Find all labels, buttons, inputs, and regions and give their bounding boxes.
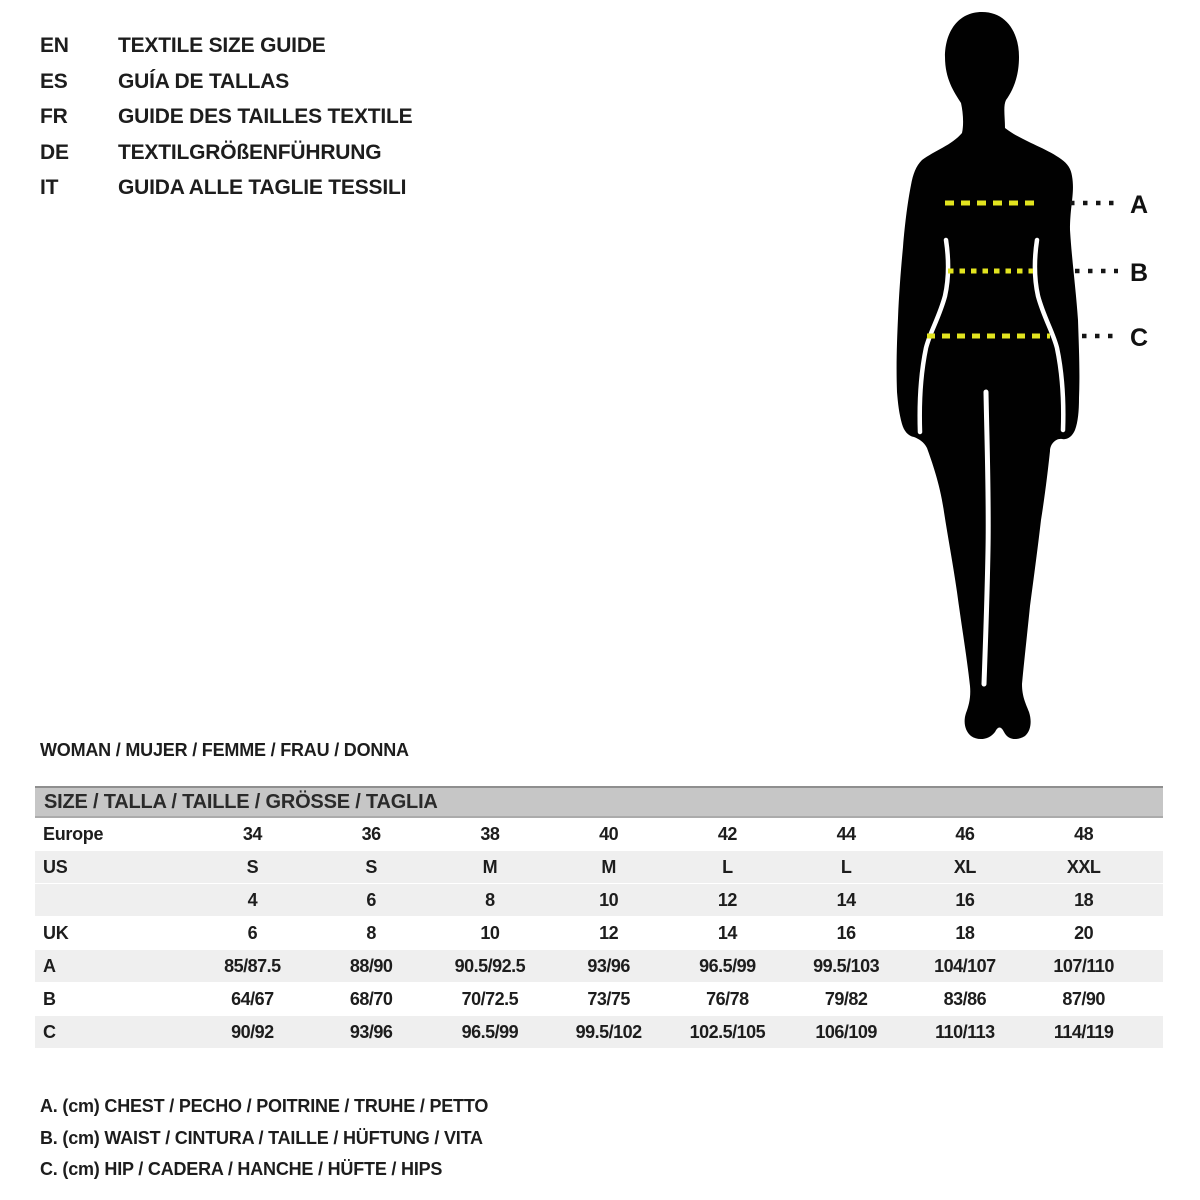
size-cell: 96.5/99 — [699, 955, 756, 976]
size-cell: 4 — [247, 889, 258, 910]
size-cell: 20 — [1074, 922, 1094, 943]
size-cell: 110/113 — [935, 1021, 995, 1042]
measurement-figure — [860, 0, 1200, 760]
section-title: WOMAN / MUJER / FEMME / FRAU / DONNA — [40, 740, 409, 760]
language-row — [40, 170, 412, 206]
size-cell: 104/107 — [934, 955, 996, 976]
language-row — [40, 99, 412, 135]
woman-silhouette-svg — [860, 0, 1200, 760]
language-code: ES — [40, 69, 68, 93]
language-code: IT — [40, 176, 59, 199]
table-row — [35, 917, 1163, 950]
size-cell: 8 — [485, 889, 495, 910]
language-row — [40, 28, 412, 64]
size-cell: 96.5/99 — [461, 1021, 519, 1042]
size-cell: 93/96 — [587, 955, 630, 976]
size-cell: 6 — [247, 922, 258, 943]
size-cell: S — [365, 856, 377, 877]
language-block — [40, 28, 412, 206]
language-row — [40, 135, 412, 171]
marker-label-hip: C — [1130, 324, 1149, 352]
size-cell: 44 — [836, 823, 856, 844]
size-cell: 88/90 — [349, 955, 393, 976]
measurement-legend — [40, 1091, 488, 1186]
size-cell: S — [246, 856, 259, 877]
legend-line: B. (cm) WAIST / CINTURA / TAILLE / HÜFTUNG / VITA — [40, 1127, 483, 1148]
size-cell: 90.5/92.5 — [454, 955, 526, 976]
row-label: US — [43, 856, 68, 877]
size-cell: 42 — [717, 823, 737, 844]
size-cell: 85/87.5 — [224, 955, 281, 976]
size-cell: 102.5/105 — [689, 1021, 766, 1042]
size-cell: 87/90 — [1062, 988, 1105, 1009]
size-cell: L — [840, 856, 852, 877]
row-label: Europe — [43, 823, 104, 844]
size-cell: XL — [953, 856, 976, 877]
size-cell: 76/78 — [706, 988, 749, 1009]
language-title: TEXTILE SIZE GUIDE — [118, 34, 326, 57]
size-cell: 70/72.5 — [461, 988, 519, 1009]
table-row — [35, 851, 1163, 884]
size-cell: 12 — [599, 922, 619, 943]
size-cell: 10 — [480, 922, 500, 943]
size-cell: 14 — [717, 922, 737, 943]
size-cell: 90/92 — [231, 1021, 274, 1042]
table-row — [35, 950, 1163, 983]
size-cell: 36 — [361, 823, 381, 844]
size-cell: M — [601, 856, 616, 877]
size-cell: 114/119 — [1053, 1021, 1114, 1042]
row-label: B — [43, 988, 56, 1009]
size-cell: 106/109 — [815, 1021, 877, 1042]
size-cell: L — [722, 856, 733, 877]
marker-label-waist: B — [1130, 259, 1149, 287]
language-code: EN — [40, 34, 69, 57]
size-cell: 73/75 — [587, 988, 630, 1009]
size-cell: 68/70 — [349, 988, 393, 1009]
size-cell: 48 — [1074, 823, 1094, 844]
size-cell: 40 — [599, 823, 619, 844]
size-cell: 83/86 — [943, 988, 987, 1009]
size-cell: 18 — [1074, 889, 1094, 910]
table-row — [35, 1016, 1163, 1049]
size-cell: 99.5/103 — [813, 955, 880, 976]
size-cell: 16 — [836, 922, 856, 943]
size-cell: 16 — [955, 889, 975, 910]
language-title: GUIDA ALLE TAGLIE TESSILI — [118, 176, 407, 199]
language-code: FR — [40, 105, 68, 128]
size-cell: 38 — [480, 823, 500, 844]
size-cell: 107/110 — [1053, 955, 1114, 976]
size-table — [35, 786, 1163, 1049]
size-cell: 10 — [599, 889, 619, 910]
marker-label-chest: A — [1130, 191, 1149, 219]
size-table-rows — [35, 818, 1163, 1049]
language-title: TEXTILGRÖßENFÜHRUNG — [118, 140, 382, 164]
size-cell: 46 — [955, 823, 975, 844]
size-cell: 18 — [955, 922, 975, 943]
table-row — [35, 884, 1163, 917]
size-cell: 6 — [366, 889, 376, 910]
size-cell: M — [482, 856, 498, 877]
table-row — [35, 818, 1163, 851]
size-cell: 34 — [242, 823, 262, 844]
legend-line: C. (cm) HIP / CADERA / HANCHE / HÜFTE / HIPS — [40, 1159, 443, 1179]
row-label: C — [43, 1021, 56, 1042]
size-table-header: SIZE / TALLA / TAILLE / GRÖSSE / TAGLIA — [35, 786, 1163, 818]
size-cell: XXL — [1066, 856, 1101, 877]
row-label: A — [43, 955, 56, 976]
language-row — [40, 64, 412, 100]
language-title: GUIDE DES TAILLES TEXTILE — [118, 105, 413, 128]
table-row — [35, 983, 1163, 1016]
size-cell: 12 — [717, 889, 737, 910]
size-cell: 93/96 — [349, 1021, 393, 1042]
language-code: DE — [40, 140, 69, 164]
size-cell: 64/67 — [231, 988, 274, 1009]
language-title: GUÍA DE TALLAS — [118, 69, 290, 93]
size-cell: 14 — [836, 889, 856, 910]
legend-line: A. (cm) CHEST / PECHO / POITRINE / TRUHE / PETTO — [40, 1096, 489, 1116]
size-cell: 79/82 — [824, 988, 868, 1009]
size-cell: 99.5/102 — [575, 1021, 642, 1042]
size-cell: 8 — [366, 922, 376, 943]
row-label: UK — [43, 922, 69, 943]
